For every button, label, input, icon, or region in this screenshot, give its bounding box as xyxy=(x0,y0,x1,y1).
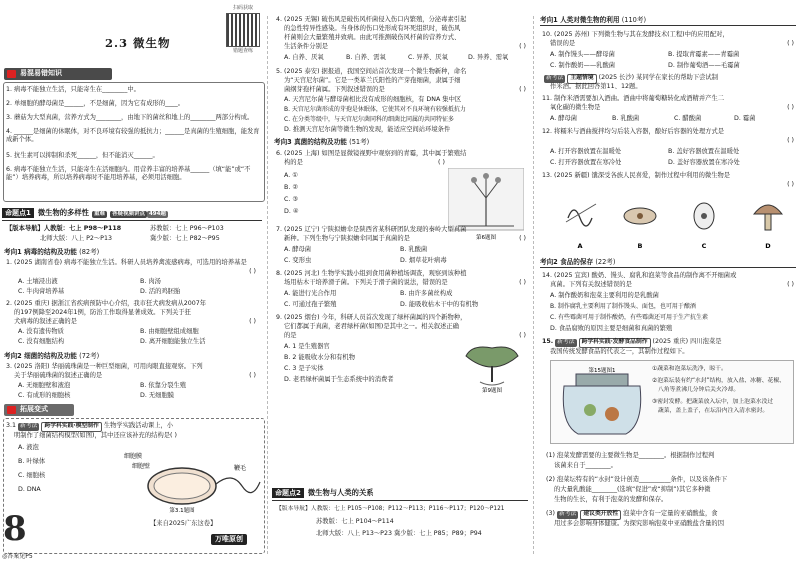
q31-option[interactable]: B. 叶绿体 xyxy=(18,458,46,465)
q12-option[interactable]: C. 打开容器放置在寒冷处 xyxy=(550,159,622,166)
q5-line: 菌纲芽孢杆菌属。下列叙述错误的是 xyxy=(284,86,385,93)
spore-shape xyxy=(495,177,501,183)
k1-header xyxy=(4,248,99,257)
q11-option[interactable]: C. 醋酸菌 xyxy=(674,115,702,122)
q7-option[interactable]: C. 变形虫 xyxy=(284,257,312,264)
q1-option[interactable]: C. 牛肉膏培养基 xyxy=(18,288,65,295)
flagellum-shape xyxy=(216,478,260,493)
q4-option[interactable]: C. 异养、厌氧 xyxy=(408,54,448,61)
spore-shape xyxy=(471,177,477,183)
option-b-label: B xyxy=(637,242,643,250)
q14-line: 真菌。下列有关叙述错误的是 xyxy=(550,281,632,288)
q3-option[interactable]: A. 无细胞壁和液泡 xyxy=(18,382,71,389)
q15-intro-line2: 我国传统发酵食品的代表之一，其制作过程如下。 xyxy=(550,348,689,355)
q2-option[interactable]: D. 离开细胞能独立生活 xyxy=(140,338,206,345)
q8-option[interactable]: D. 能吸收枯木干中的有机物 xyxy=(400,301,479,308)
fig15-step: ③密封发酵。把蔬菜放入坛中，加上泡菜水没过 xyxy=(652,399,774,405)
q31-kw: 新考法 xyxy=(20,423,38,429)
k2-count: (72考) xyxy=(79,352,100,360)
bacteria-model-figure xyxy=(122,446,262,514)
q15c-line2: 用过多会影响身体健康。为探究影响泡菜中亚硝酸盐含量的因 xyxy=(554,520,725,527)
spore-shape xyxy=(483,173,489,179)
book-nav-5: 【版本导航】人教版：七上 P105～P108；P112～P113；P116～P117；P120～P121 xyxy=(276,506,505,512)
q31-line xyxy=(6,422,262,432)
q14-option[interactable]: C. 有些霉菌可用于制作酸奶，有些霉菌还可用于生产抗生素 xyxy=(550,314,709,321)
q15a-line: (1) 泡菜发酵需要的主要微生物是________。根据制作过程判 xyxy=(546,452,715,459)
fig15-step: 八角等煮沸几分钟后关火冷却。 xyxy=(658,387,740,393)
q2-line: 的197例降至2024年1例，防治工作取得显著成效。下列关于狂 xyxy=(14,309,191,316)
q8-line: 场用枯木干培养滑子菌。下列关于滑子菌的说法，错误的是 xyxy=(284,279,448,286)
k3-header xyxy=(274,138,369,147)
option-d-label: D xyxy=(765,242,771,250)
q15b-line: (2) 泡菜坛特有的“水封”设计创造__________条件，以及该条件下 xyxy=(546,476,728,483)
qr-label-top: 扫码获取 xyxy=(232,5,253,11)
qr-label-bottom: 错题查练 xyxy=(232,48,253,54)
k5-count: (22考) xyxy=(595,258,616,266)
q6-line: 构的是 xyxy=(284,159,303,166)
q31-kw2: 跨学科实践·模型制作 xyxy=(41,422,101,432)
fig15-step: ①蔬菜和泡菜坛洗净，晾干。 xyxy=(652,366,727,372)
k2-header xyxy=(4,352,99,361)
q7-option[interactable]: B. 乳酸菌 xyxy=(400,246,428,253)
fig15-step: 蔬菜，盖上盖子，在坛沿内注入清水密封。 xyxy=(658,408,769,414)
error-item: 1. 病毒不能独立生活，只能寄生在________中。 xyxy=(6,86,140,93)
q3-option[interactable]: B. 依靠分裂生殖 xyxy=(140,382,187,389)
q11-option[interactable]: A. 酵母菌 xyxy=(550,115,578,122)
q15-intro: 15. 新考法 跨学科实践·发酵食品制作 (2025 重庆) 四川泡菜是 xyxy=(542,338,796,348)
book-nav-6: 苏教版：七上 P104～P114 xyxy=(316,518,394,525)
q31-text: 生物学实践活动课上，小 xyxy=(103,422,174,429)
q12-option[interactable]: A. 打开容器放置在温暖处 xyxy=(550,148,622,155)
k2-title: 考向2 细菌的结构及功能 xyxy=(4,352,77,360)
q6-option[interactable]: D. ④ xyxy=(284,208,299,215)
q15b-line: 的大量乳酸能________(选填“促进”或“抑制”)其它多种微 xyxy=(554,486,711,493)
book-nav-4: 冀少版：七上 P82～P95 xyxy=(150,235,220,242)
q6-line: 6. (2025 上海) 如图是显微镜视野中观察到的青霉，其中属于繁殖结 xyxy=(276,150,467,157)
topic1-header xyxy=(2,208,262,221)
q5-option[interactable]: B. 天宫尼尔菌形成的芽孢是休眠体，它使其对不良环境有较强抵抗力 xyxy=(284,106,466,113)
hypha-shape xyxy=(480,382,504,385)
q6-answer-bracket: ( ) xyxy=(438,159,445,166)
column-divider xyxy=(267,16,268,554)
fig15-step: ②泡菜坛装有约“水封”结构，放入盐、冰糖、花椒、 xyxy=(652,378,785,384)
q2-answer-bracket: ( ) xyxy=(249,318,256,325)
error-item: 2. 单细胞的酵母菌是______，不是细菌，因为它有成形的____。 xyxy=(6,100,185,107)
jar-body-shape xyxy=(563,386,640,434)
q11-intro-text: (2025 长沙) 某同学在家长的帮助下尝试制 xyxy=(598,74,719,81)
q7-option[interactable]: D. 烟草花叶病毒 xyxy=(400,257,447,264)
q10-option[interactable]: A. 制作馒头——酵母菌 xyxy=(550,51,615,58)
q1-option[interactable]: B. 肉汤 xyxy=(140,278,161,285)
q5-option[interactable]: D. 推测天宫尼尔菌等微生物的发现，能适应空间站环境条件 xyxy=(284,126,451,133)
q4-line: 生活条件分别是 xyxy=(284,43,329,50)
q9-line: 的是 xyxy=(284,332,297,339)
fig6-caption: 第6题图 xyxy=(476,235,496,241)
q1-option[interactable]: D. 活的鸡胚胎 xyxy=(140,288,181,295)
k3-title: 考向3 真菌的结构及功能 xyxy=(274,138,347,146)
q8-option[interactable]: B. 由许多菌丝构成 xyxy=(400,290,453,297)
q3-answer-bracket: ( ) xyxy=(249,372,256,379)
q15-intro-text: (2025 重庆) 四川泡菜是 xyxy=(652,338,722,345)
source-note: 【来自2025广东这卷】 xyxy=(150,520,217,527)
column-divider xyxy=(533,16,534,554)
q10-answer-bracket: ( ) xyxy=(787,40,794,47)
pickle-jar-figure xyxy=(554,364,650,440)
error-item: 6. 病毒不能独立生活，只能寄生在活细胞内。用营养丰富的培养基______（填“能”或“不能”）培养病毒，所以培养病毒时不能用培养基，必须用活细胞。 xyxy=(6,166,251,182)
q2-option[interactable]: A. 没有遗传物质 xyxy=(18,328,64,335)
q15c-kw2: 建议类开放性 xyxy=(580,510,621,520)
q6-option[interactable]: B. ② xyxy=(284,184,298,191)
q6-option[interactable]: C. ③ xyxy=(284,196,299,203)
q11-line: 11. 制作米酒需要加入酒曲。酒曲中将葡萄糖转化成酒精并产生二 xyxy=(542,95,725,102)
q10-line: 错误的是 xyxy=(550,40,576,47)
q13-line: 13. (2025 新疆) 馕深受各族人民喜爱，制作过程中利用的微生物是 xyxy=(542,172,731,179)
fig-label-flagellum: 鞭毛 xyxy=(234,465,247,472)
k4-title: 考向1 人类对微生物的利用 xyxy=(540,16,620,24)
section-title: 2.3 微生物 xyxy=(105,36,171,50)
q3-option[interactable]: D. 无细胞膜 xyxy=(140,392,175,399)
q5-answer-bracket: ( ) xyxy=(519,86,526,93)
book-nav-1: 【版本导航】人教版：七上 P98～P118 xyxy=(6,225,122,232)
vegetable-shape xyxy=(584,404,596,416)
q9-line: 9. (2025 烟台) 今年，科研人员首次发现了绿杯菌属的四个新物种， xyxy=(276,314,467,321)
q8-option[interactable]: C. 可通过孢子繁殖 xyxy=(284,301,337,308)
k4-count: (110考) xyxy=(621,16,647,24)
q7-line: 7. (2025 辽宁) 宁陕拟蟾伞是陕西省某科研团队发现的秦岭大型真菌 xyxy=(276,226,467,233)
column-right xyxy=(536,0,800,566)
k3-count: (51考) xyxy=(349,138,370,146)
option-c-yeast-image[interactable] xyxy=(694,203,714,229)
q4-option[interactable]: D. 异养、需氧 xyxy=(468,54,509,61)
expand-header: 拓展变式 xyxy=(4,404,74,416)
q31-option[interactable]: D. DNA xyxy=(18,486,41,493)
q4-line: 4. (2025 无锡) 破伤风是破伤风杆菌侵入伤口内繁殖，分泌毒素引起 xyxy=(276,16,467,23)
error-item: 3. 蘑菇为大型真菌，营养方式为________，由地下的菌丝和地上的________两部分构成。 xyxy=(6,114,254,121)
q2-option[interactable]: C. 没有细胞结构 xyxy=(18,338,65,345)
q15-kw2: 跨学科实践·发酵食品制作 xyxy=(579,338,651,348)
page-number-badge: 8 xyxy=(3,509,27,549)
q11-answer-bracket: ( ) xyxy=(787,104,794,111)
answer-page-note: ◎答案见P5 xyxy=(2,553,33,560)
cup-shape xyxy=(466,347,518,367)
q10-line: 10. (2025 苏州) 下列微生物与其在发酵技术(工程)中的应用配对， xyxy=(542,31,729,38)
q8-line: 8. (2025 河北) 生物学实践小组到食用菌种植场调查，观察到该种植 xyxy=(276,270,467,277)
q12-line: 12. 将糯米与酒曲搅拌均匀后装入容器，酿好后容器的处理方式是 xyxy=(542,128,725,135)
q14-line: 14. (2025 宜宾) 酸奶、馒头、腐乳和泡菜等食品的制作离不开细菌或 xyxy=(542,272,737,279)
column-left xyxy=(0,0,266,566)
q9-option[interactable]: D. 老君绿杯菌属于生态系统中的消费者 xyxy=(284,376,394,383)
q4-answer-bracket: ( ) xyxy=(519,43,526,50)
q9-answer-bracket: ( ) xyxy=(519,332,526,339)
q15c-text: 泡菜中含有一定量的亚硝酸盐，食 xyxy=(623,510,718,517)
option-d-mushroom-image[interactable] xyxy=(754,205,782,230)
q10-option[interactable]: C. 制作酸奶——乳酸菌 xyxy=(550,62,616,69)
q15a-line: 该菌来自于________。 xyxy=(554,462,617,469)
option-b-cell-image[interactable] xyxy=(624,208,656,224)
error-item: 5. 抗生素可以抑制和杀死______，但不能消灭______。 xyxy=(6,152,159,159)
option-a-bacillus-image[interactable] xyxy=(566,204,596,226)
q2-line: 2. (2025 重庆) 据浙江省疾病预防中心介绍，我市狂犬病发病从2007年 xyxy=(6,300,207,307)
q3-line: 关于华丽硫珠菌的叙述正确的是 xyxy=(14,372,103,379)
q9-option[interactable]: A. 1 是生殖器官 xyxy=(284,343,330,350)
q6-option[interactable]: A. ① xyxy=(284,172,298,179)
q14-option[interactable]: B. 制作腐乳主要利用了制作馒头、面包，也可用于酿酒 xyxy=(550,303,696,310)
k5-title: 考向2 食品的保存 xyxy=(540,258,594,266)
fig-label-wall: 细胞壁 xyxy=(132,463,151,470)
q2-option[interactable]: B. 由细胞壁组成细胞 xyxy=(140,328,199,335)
k4-header xyxy=(540,16,796,26)
q15b-line: 生物的生长，有利于泡菜的发酵和保存。 xyxy=(554,496,668,503)
book-nav-2: 苏教版：七上 P96～P103 xyxy=(150,225,224,232)
k1-title: 考向1 病毒的结构及功能 xyxy=(4,248,77,256)
q3-line: 3. (2025 洛阳) 华丽硫珠菌是一种巨型细菌，可用肉眼直接观察。下列 xyxy=(6,363,203,370)
q7-option[interactable]: A. 酵母菌 xyxy=(284,246,312,253)
q1-line: 1. (2025 湖南省卷) 病毒不能独立生活。科研人员培养禽流感病毒，可选用的培养基是 xyxy=(6,259,247,266)
error-item: 4. ______是细菌的休眠体，对不良环境有较强的抵抗力；______是真菌的生殖细胞，能发育成新个体。 xyxy=(6,128,260,144)
option-a-label: A xyxy=(577,242,583,250)
q12-answer-bracket: ( ) xyxy=(787,137,794,144)
q11-intro-line2: 作米酒。据此回答第11、12题。 xyxy=(550,83,642,90)
book-nav-7: 北师大版：八上 P13～P23 冀少版：七上 P85；P89；P94 xyxy=(316,530,482,537)
green-cup-fungus-figure xyxy=(460,338,524,394)
q31-option[interactable]: A. 液泡 xyxy=(18,444,39,451)
q11-option[interactable]: D. 霉菌 xyxy=(734,115,756,122)
q1-answer-bracket: ( ) xyxy=(249,268,256,275)
topic1-count: 494题 xyxy=(148,211,166,217)
fig-label-membrane: 细胞膜 xyxy=(124,453,143,460)
q4-option[interactable]: A. 自养、厌氧 xyxy=(284,54,324,61)
q11-kw: 新考法 xyxy=(546,75,564,81)
q5-line: 为“天宫尼尔菌”。它是一类革兰氏阳性的产芽孢细菌，隶属于细 xyxy=(284,77,461,84)
topic1-mark: 重难 xyxy=(93,211,105,217)
k1-count: (82考) xyxy=(79,248,100,256)
topic1-tag: 命题点1 xyxy=(2,208,34,218)
topic1-video-pill[interactable]: 答疑视频讲点 xyxy=(111,211,145,217)
cell-membrane-shape xyxy=(154,473,210,499)
q9-option[interactable]: B. 2 能吸收水分和有机物 xyxy=(284,354,356,361)
q11-option[interactable]: B. 乳酸菌 xyxy=(612,115,640,122)
q5-option[interactable]: C. 在分类等级中，与天宫尼尔菌同科的细菌比同属的共同特征多 xyxy=(284,116,455,123)
k5-header xyxy=(540,258,796,268)
q7-answer-bracket: ( ) xyxy=(519,235,526,242)
errors-header: 易混易错知识 xyxy=(4,68,112,80)
q10-option[interactable]: B. 提取青霉素——青霉菌 xyxy=(668,51,740,58)
q14-option[interactable]: A. 制作酸奶和泡菜主要利用的是乳酸菌 xyxy=(550,292,659,299)
q8-option[interactable]: A. 能进行光合作用 xyxy=(284,290,337,297)
column-middle xyxy=(270,0,532,566)
q15-kw: 新考法 xyxy=(557,339,575,345)
q11-line: 氧化碳的微生物是 xyxy=(550,104,601,111)
topic2-title: 微生物与人类的关系 xyxy=(307,488,374,497)
microbe-options-figure xyxy=(556,192,792,254)
q8-answer-bracket: ( ) xyxy=(519,279,526,286)
q1-option[interactable]: A. 土壤浸出液 xyxy=(18,278,58,285)
brand-logo: 万唯原创 xyxy=(211,534,247,545)
q2-line: 犬病毒的叙述正确的是 xyxy=(14,318,77,325)
q4-option[interactable]: B. 自养、需氧 xyxy=(346,54,386,61)
q5-option[interactable]: A. 天宫尼尔菌与酵母菌相比没有成形的细胞核，有 DNA 集中区 xyxy=(284,96,462,103)
q31-option[interactable]: C. 细胞核 xyxy=(18,472,46,479)
q13-answer-bracket: ( ) xyxy=(787,181,794,188)
q10-option[interactable]: D. 制作葡萄酒——毛霉菌 xyxy=(668,62,740,69)
q12-option[interactable]: D. 盖好容器放置在寒冷处 xyxy=(668,159,740,166)
q14-option[interactable]: D. 食品腐败的原因主要是细菌和真菌的繁殖 xyxy=(550,325,673,332)
fig9-caption: 第9题图 xyxy=(482,388,502,394)
option-c-label: C xyxy=(701,242,707,250)
q12-option[interactable]: B. 盖好容器放置在温暖处 xyxy=(668,148,740,155)
q5-line: 5. (2025 泰安) 据报道，我国空间站首次发现一个微生物新种，命名 xyxy=(276,68,467,75)
q9-option[interactable]: C. 3 是子实体 xyxy=(284,365,324,372)
q15c-line: (3) 新考法 建议类开放性 泡菜中含有一定量的亚硝酸盐，食 xyxy=(546,510,796,520)
q3-option[interactable]: C. 有成形的细胞核 xyxy=(18,392,71,399)
jar-lid-shape xyxy=(576,374,628,386)
qr-code-icon[interactable] xyxy=(226,13,260,47)
q4-line: 的急性特异性感染。当身体的伤口处形成有坏死组织时，破伤风 xyxy=(284,25,461,32)
q9-line: 它们都属于真菌，老君绿杯菌(如图)是其中之一。相关叙述正确 xyxy=(284,323,459,330)
fig31-caption: 第3.1题图 xyxy=(169,508,195,514)
q11-kw2: 主题情境 xyxy=(567,74,596,84)
topic1-title: 微生物的多样性 xyxy=(37,208,89,217)
q14-answer-bracket: ( ) xyxy=(787,281,794,288)
q4-line: 杆菌则会大量繁殖并致病。由此可推测破伤风杆菌的营养方式、 xyxy=(284,34,461,41)
book-nav-3: 北师大版：八上 P2～P13 xyxy=(40,235,112,242)
fig15-caption: 第15题图1 xyxy=(588,368,616,374)
q15c-kw: 新考法 xyxy=(558,511,577,517)
q7-line: 新种。下列生物与宁陕拟蟾伞同属于真菌的是 xyxy=(284,235,410,242)
q31-line2: 明制作了细菌结构模型(如图)，其中还应该补充的结构是( ) xyxy=(14,432,177,439)
topic2-tag: 命题点2 xyxy=(272,488,304,498)
vegetable-shape xyxy=(605,407,619,421)
topic2-header xyxy=(272,488,528,501)
q31-number: 3.1 xyxy=(6,422,17,429)
